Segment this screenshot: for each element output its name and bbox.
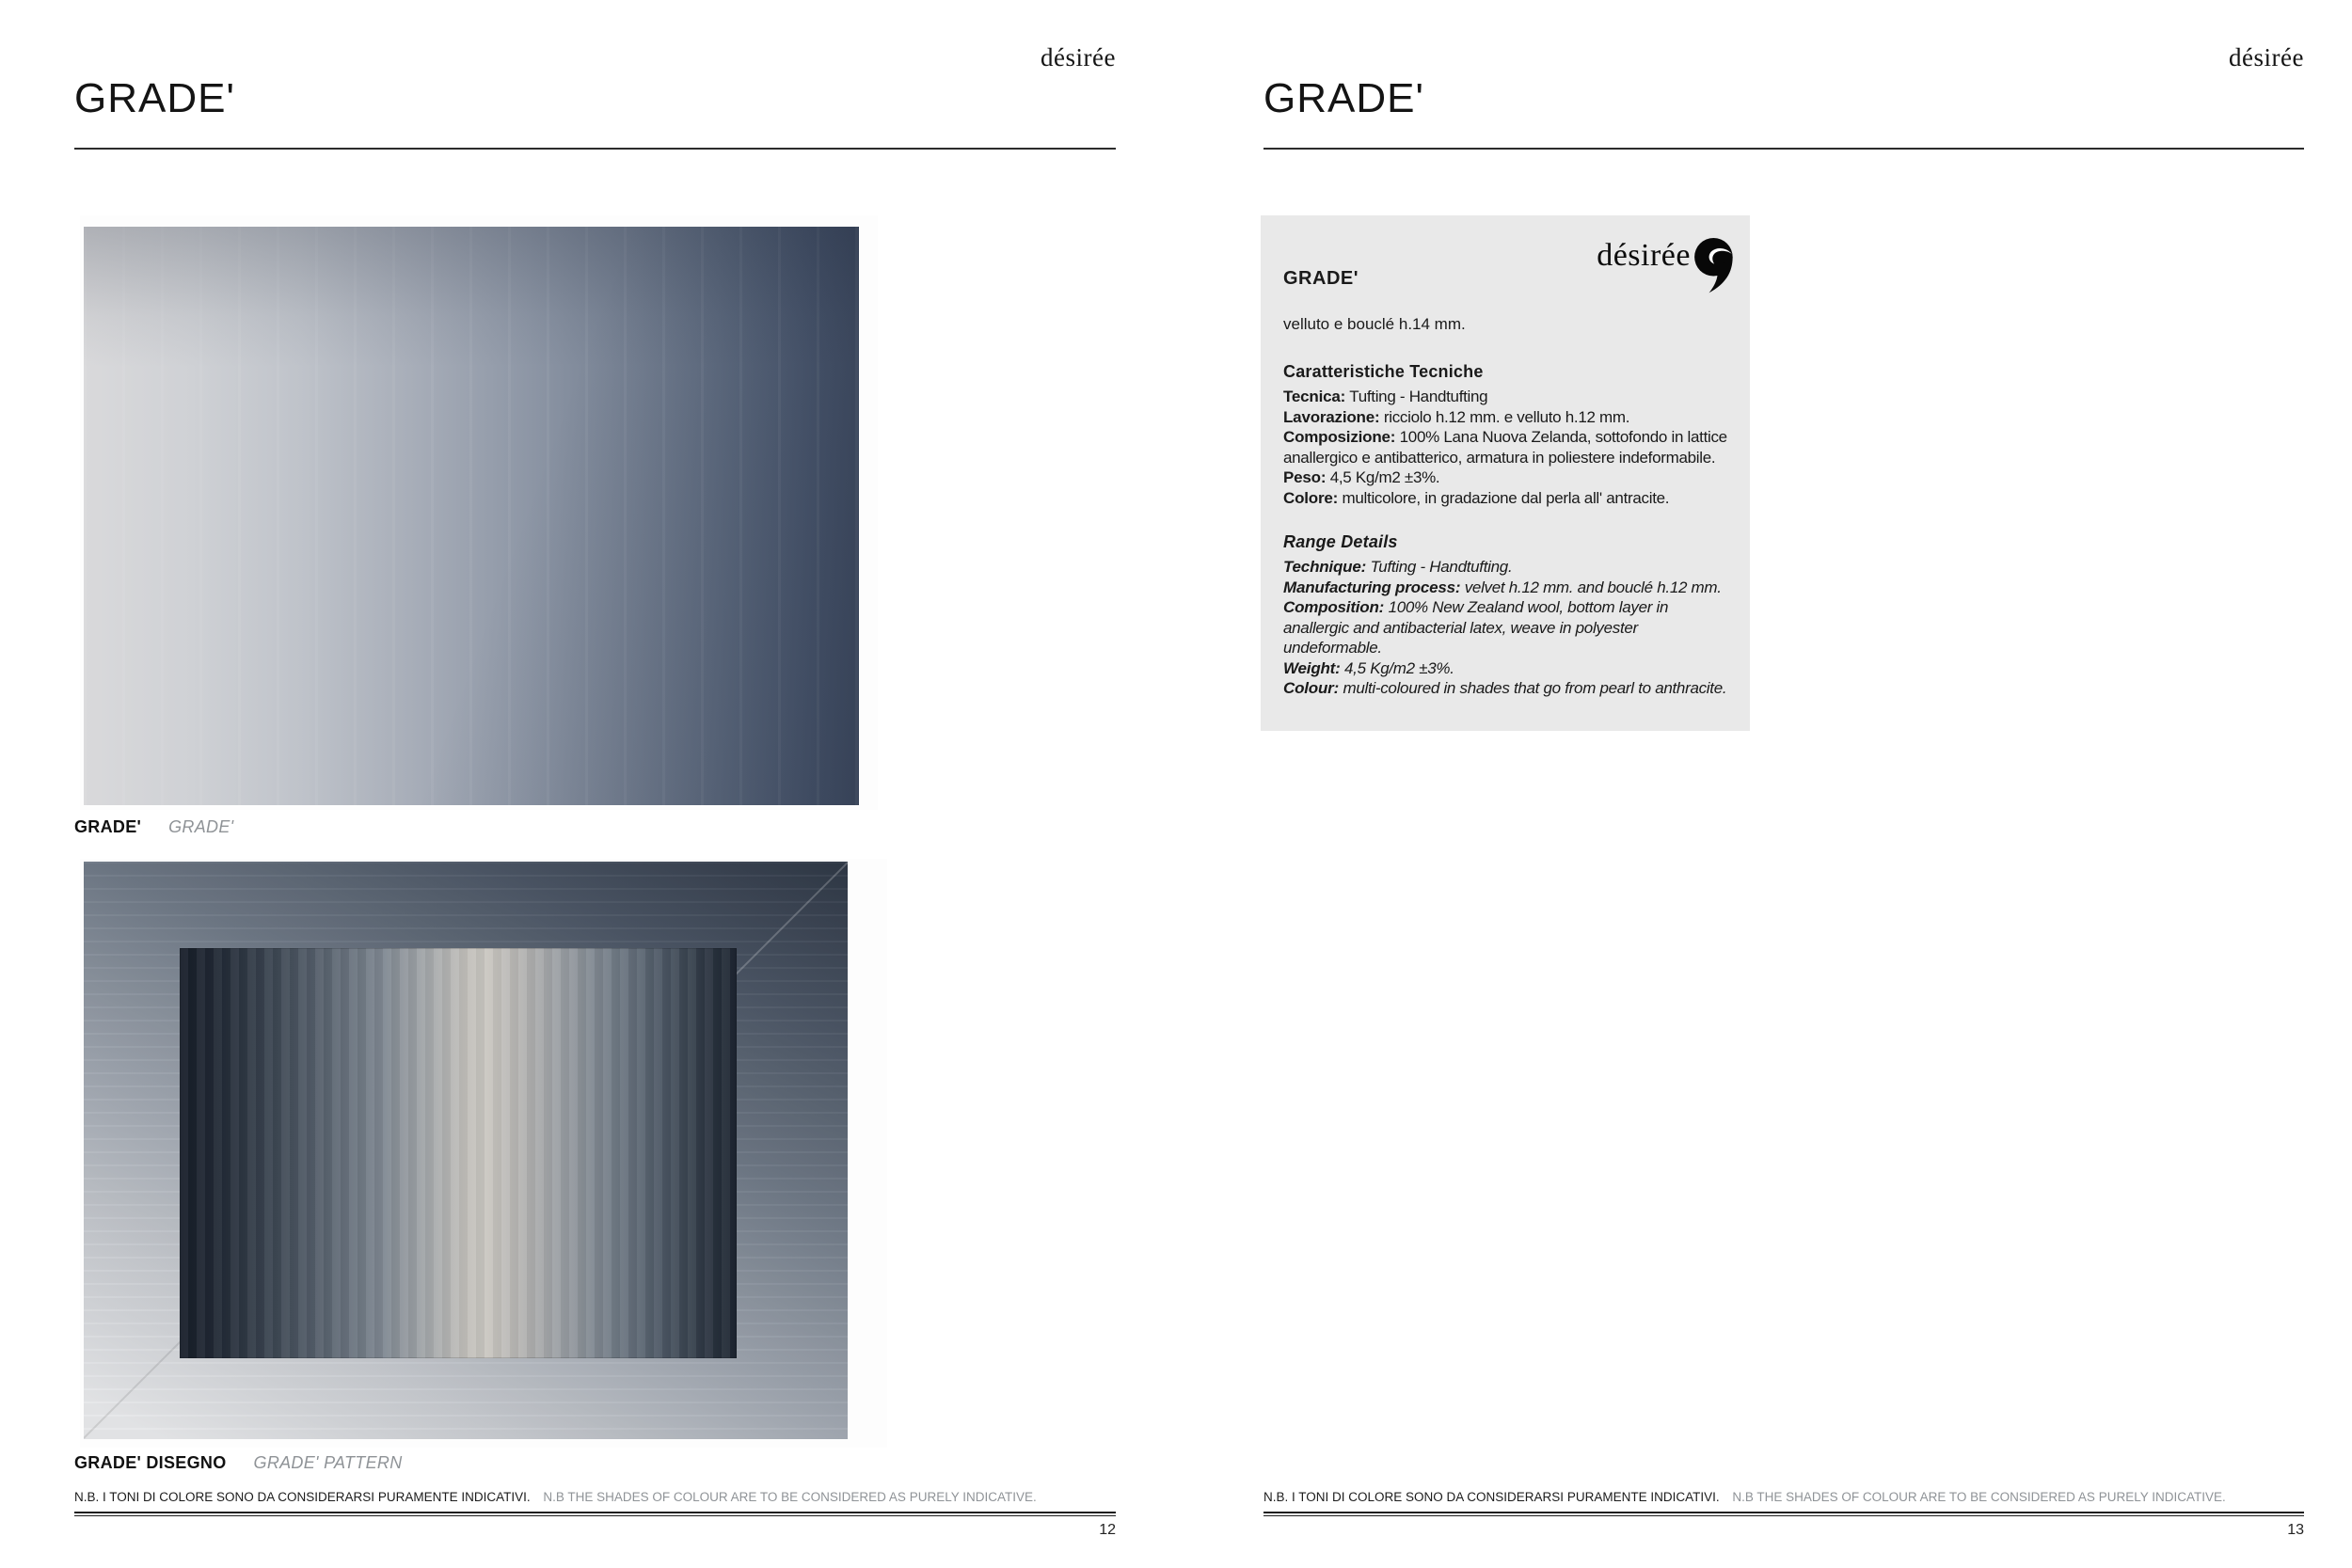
- spec-label: Weight:: [1283, 658, 1341, 677]
- page-title: GRADE': [74, 75, 235, 121]
- desiree-logo-text: désirée: [1597, 238, 1691, 273]
- spec-label: Composizione:: [1283, 428, 1396, 446]
- spec-row: [1283, 678, 1733, 699]
- spec-label: Colore:: [1283, 488, 1339, 507]
- brand-wordmark: désirée: [2229, 43, 2304, 71]
- footer-rule: [74, 1512, 1116, 1516]
- spec-value: multicolore, in gradazione dal perla all' antracite.: [1338, 488, 1670, 507]
- spec-label: Peso:: [1283, 468, 1327, 486]
- spec-english-block: [1283, 532, 1733, 699]
- rug-plain-gradient-image: [84, 227, 859, 805]
- spec-box: [1261, 215, 1750, 731]
- spec-value: 4,5 Kg/m2 ±3%.: [1340, 658, 1454, 677]
- spec-row: [1283, 467, 1733, 488]
- caption-secondary: GRADE': [168, 817, 234, 836]
- rug-pattern-inner-field: [180, 948, 738, 1358]
- footer-note-english: N.B THE SHADES OF COLOUR ARE TO BE CONSIDERED AS PURELY INDICATIVE.: [543, 1490, 1037, 1504]
- footer-note: [1263, 1490, 2226, 1504]
- spec-row: [1283, 407, 1733, 428]
- caption-primary: GRADE' DISEGNO: [74, 1453, 227, 1472]
- spec-value: Tufting - Handtufting: [1345, 388, 1488, 405]
- caption-secondary: GRADE' PATTERN: [253, 1453, 403, 1472]
- spec-value: ricciolo h.12 mm. e velluto h.12 mm.: [1379, 407, 1630, 426]
- rug-photo-pattern: [80, 859, 887, 1448]
- title-rule: [1263, 148, 2304, 150]
- page-right: [1176, 0, 2352, 1568]
- spec-label: Composition:: [1283, 598, 1385, 616]
- spec-heading-italian: Caratteristiche Tecniche: [1283, 362, 1484, 381]
- spec-row: [1283, 658, 1733, 679]
- desiree-comma-logo-icon: [1693, 238, 1737, 294]
- spec-rows-italian: [1283, 387, 1733, 508]
- brand-wordmark: désirée: [1041, 43, 1116, 71]
- footer-note: [74, 1490, 1037, 1504]
- spec-heading-english: Range Details: [1283, 532, 1398, 551]
- spec-product-name: GRADE': [1283, 268, 1359, 289]
- rug-photo-plain: [80, 215, 878, 810]
- spec-value: 100% New Zealand wool, bottom layer in anallergic and antibacterial latex, weave in polyester undeformable.: [1283, 598, 1669, 657]
- spec-subtitle: velluto e bouclé h.14 mm.: [1283, 315, 1466, 333]
- spec-row: [1283, 488, 1733, 509]
- spec-label: Colour:: [1283, 679, 1340, 697]
- spec-value: velvet h.12 mm. and bouclé h.12 mm.: [1460, 578, 1722, 596]
- footer-note-italian: N.B. I TONI DI COLORE SONO DA CONSIDERARSI PURAMENTE INDICATIVI.: [1263, 1490, 1720, 1504]
- rug-pattern-image: [84, 862, 848, 1439]
- spec-rows-english: [1283, 557, 1733, 699]
- footer-note-english: N.B THE SHADES OF COLOUR ARE TO BE CONSIDERED AS PURELY INDICATIVE.: [1732, 1490, 2226, 1504]
- spec-row: [1283, 578, 1733, 598]
- photo-caption-pattern: [74, 1453, 403, 1474]
- spec-row: [1283, 557, 1733, 578]
- desiree-logo: [1597, 240, 1737, 294]
- title-rule: [74, 148, 1116, 150]
- spec-label: Technique:: [1283, 558, 1367, 576]
- frame-miter-line: [721, 862, 848, 990]
- spec-value: 4,5 Kg/m2 ±3%.: [1326, 468, 1440, 486]
- spec-row: [1283, 597, 1733, 658]
- photo-caption-plain: [74, 817, 233, 838]
- caption-primary: GRADE': [74, 817, 142, 836]
- spec-row: [1283, 427, 1733, 467]
- spec-label: Manufacturing process:: [1283, 578, 1461, 596]
- footer-note-italian: N.B. I TONI DI COLORE SONO DA CONSIDERARSI PURAMENTE INDICATIVI.: [74, 1490, 531, 1504]
- spec-label: Lavorazione:: [1283, 407, 1380, 426]
- spec-value: Tufting - Handtufting.: [1366, 558, 1513, 576]
- page-number: 13: [2287, 1522, 2304, 1538]
- spec-label: Tecnica:: [1283, 388, 1346, 405]
- page-number: 12: [1099, 1522, 1116, 1538]
- spec-row: [1283, 387, 1733, 407]
- spec-value: 100% Lana Nuova Zelanda, sottofondo in lattice anallergico e antibatterico, armatura in poliestere indeformabile.: [1283, 428, 1727, 467]
- page-title: GRADE': [1263, 75, 1424, 121]
- spec-value: multi-coloured in shades that go from pearl to anthracite.: [1339, 679, 1727, 697]
- footer-rule: [1263, 1512, 2304, 1516]
